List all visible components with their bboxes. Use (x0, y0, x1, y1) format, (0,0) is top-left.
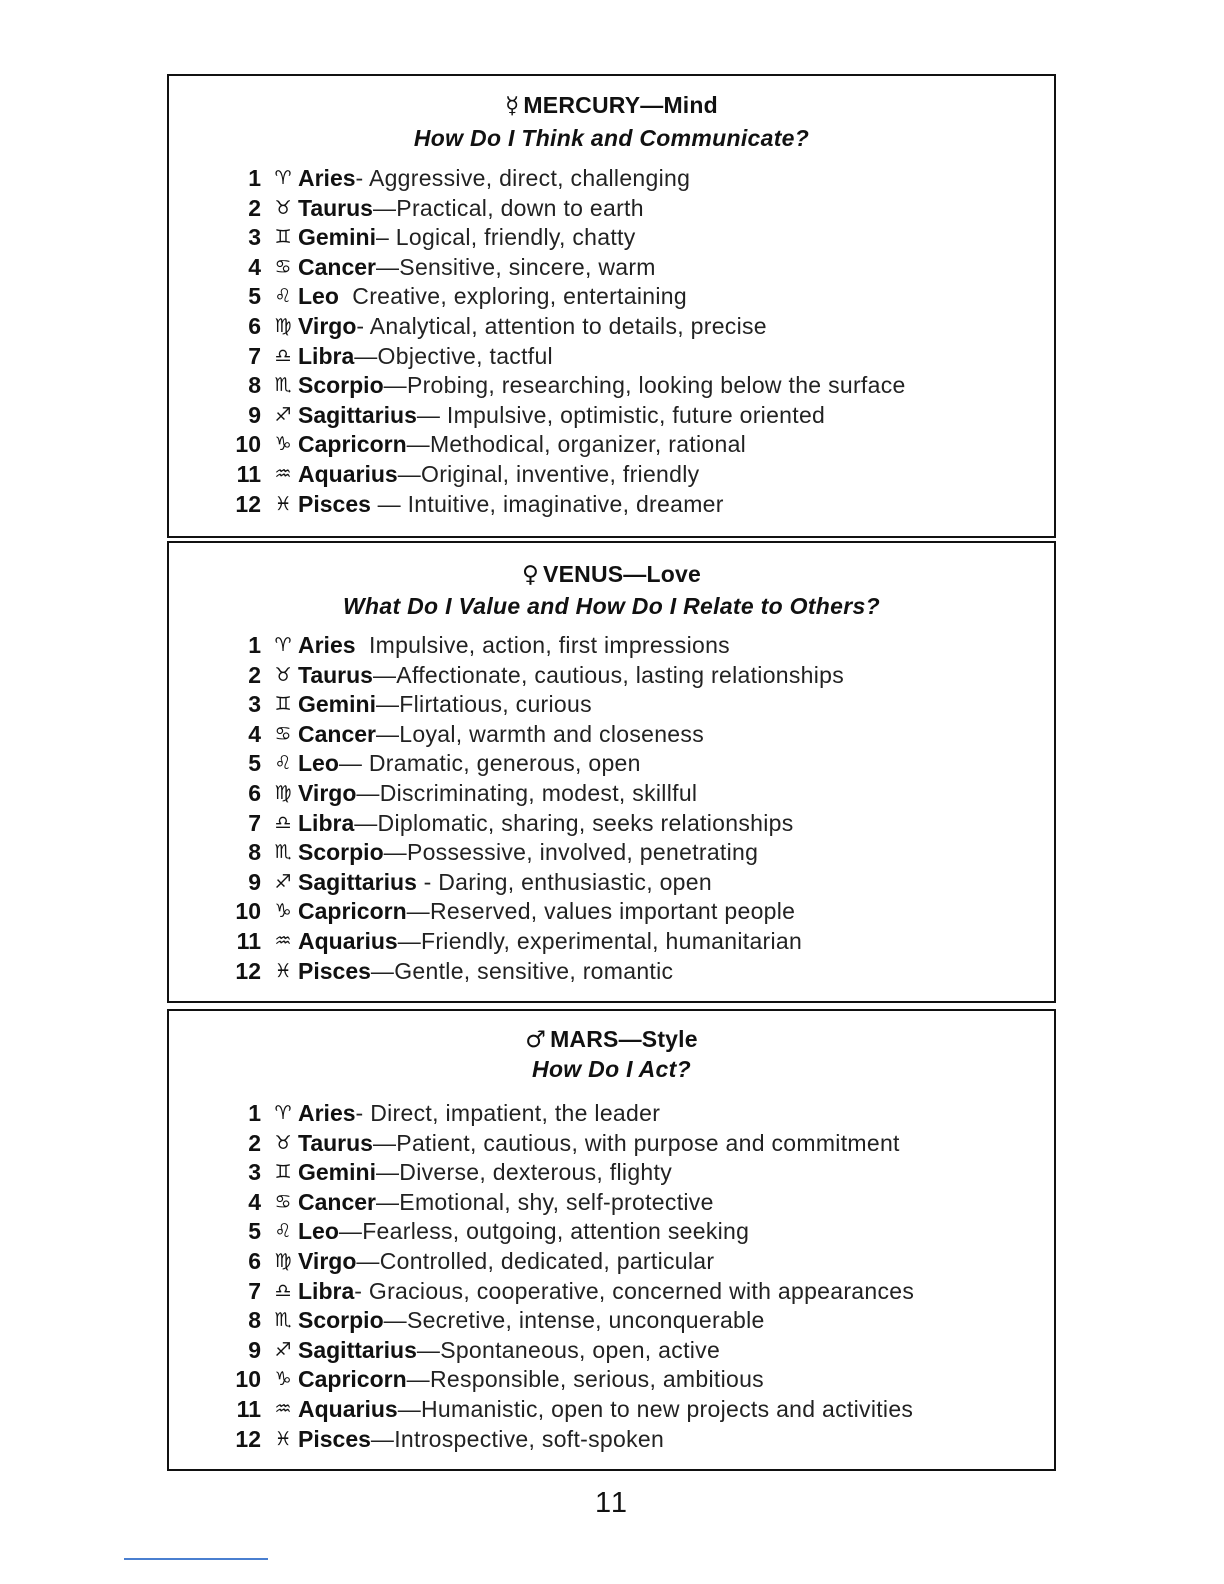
separator: — (375, 253, 400, 280)
sign-description: Gentle, sensitive, romantic (394, 957, 674, 984)
sign-name: Aries (298, 632, 356, 658)
separator: - (416, 868, 439, 895)
section-title-text: VENUS—Love (543, 561, 701, 587)
separator: — (416, 401, 447, 428)
entry-number: 12 (235, 1425, 261, 1452)
entry-text (298, 194, 644, 224)
entry-number: 5 (248, 1218, 261, 1245)
separator: — (397, 1395, 421, 1422)
sign-description: Loyal, warmth and closeness (399, 720, 704, 747)
sign-description: Responsible, serious, ambitious (429, 1366, 764, 1393)
entry-text (298, 1247, 714, 1277)
venus-section (167, 541, 1056, 1003)
entry-text (298, 342, 553, 372)
entry-number: 4 (248, 253, 261, 280)
entry-text (298, 490, 724, 520)
separator: — (406, 431, 430, 458)
separator: — (370, 490, 408, 517)
separator: — (406, 1366, 430, 1393)
taurus-icon: ♉ (274, 196, 292, 219)
entry-number: 12 (235, 957, 261, 984)
section-title-text: MARS—Style (550, 1026, 698, 1052)
sign-entry (169, 690, 1054, 720)
scorpio-icon: ♏ (274, 374, 292, 397)
sign-description: Reserved, values important people (429, 898, 796, 925)
sign-name: Capricorn (298, 1366, 407, 1393)
virgo-icon: ♍ (274, 1249, 292, 1272)
sign-description: Diplomatic, sharing, seeks relationships (377, 809, 794, 836)
sign-entry (169, 1365, 1054, 1395)
entry-text (298, 868, 712, 898)
sign-name: Pisces (298, 1425, 371, 1452)
sign-entry (169, 720, 1054, 750)
entry-number: 12 (235, 490, 261, 517)
entry-number: 7 (248, 1277, 261, 1304)
sign-name: Aries (298, 1100, 356, 1126)
sign-description: Direct, impatient, the leader (370, 1100, 661, 1126)
sign-list (169, 164, 1054, 519)
entry-text (298, 1217, 749, 1247)
virgo-icon: ♍ (274, 781, 292, 804)
entry-number: 1 (248, 165, 261, 191)
separator: — (406, 898, 430, 925)
entry-text (298, 1306, 765, 1336)
separator (339, 283, 352, 309)
separator: — (416, 1336, 441, 1363)
sign-description: Dramatic, generous, open (368, 750, 641, 777)
entry-number: 4 (248, 1188, 261, 1215)
separator: – (375, 224, 396, 251)
separator: — (375, 1159, 400, 1186)
sign-description: Fearless, outgoing, attention seeking (362, 1218, 750, 1245)
sign-name: Sagittarius (298, 401, 417, 428)
sign-description: Possessive, involved, penetrating (406, 839, 759, 866)
sign-list (169, 1099, 1054, 1454)
sign-entry (169, 460, 1054, 490)
sign-name: Cancer (298, 1188, 376, 1215)
entry-text (298, 1188, 714, 1218)
sign-description: Humanistic, open to new projects and activities (421, 1395, 914, 1422)
sign-name: Aries (298, 165, 356, 191)
entry-number: 8 (248, 839, 261, 866)
sign-name: Libra (298, 809, 355, 836)
entry-text (298, 631, 730, 661)
entry-text (298, 371, 906, 401)
separator: — (338, 1218, 363, 1245)
sign-entry (169, 223, 1054, 253)
sign-name: Taurus (298, 661, 373, 688)
sagittarius-icon: ♐ (274, 1338, 292, 1361)
entry-text (298, 1365, 764, 1395)
cancer-icon: ♋ (274, 255, 292, 278)
entry-number: 3 (248, 691, 261, 718)
sign-entry (169, 1277, 1054, 1307)
leo-icon: ♌ (274, 752, 292, 775)
scorpio-icon: ♏ (274, 1309, 292, 1332)
section-title (169, 1026, 1054, 1053)
sign-entry (169, 957, 1054, 987)
separator: — (383, 1307, 407, 1334)
sign-entry (169, 897, 1054, 927)
sign-description: Objective, tactful (377, 342, 553, 369)
entry-number: 2 (248, 194, 261, 221)
sign-entry (169, 430, 1054, 460)
aries-icon: ♈ (274, 634, 292, 656)
sign-entry (169, 1188, 1054, 1218)
entry-number: 11 (236, 1395, 261, 1422)
sign-description: Probing, researching, looking below the surface (406, 372, 906, 399)
sign-entry (169, 1425, 1054, 1455)
sign-entry (169, 1336, 1054, 1366)
section-subtitle: What Do I Value and How Do I Relate to Others? (343, 593, 880, 619)
section-subtitle: How Do I Act? (532, 1056, 691, 1082)
sagittarius-icon: ♐ (274, 870, 292, 893)
entry-number: 3 (248, 224, 261, 251)
sign-name: Leo (298, 283, 339, 310)
sign-entry (169, 1306, 1054, 1336)
sign-entry (169, 253, 1054, 283)
sign-name: Cancer (298, 253, 376, 280)
sign-entry (169, 312, 1054, 342)
sign-entry (169, 1129, 1054, 1159)
entry-number: 3 (248, 1159, 261, 1186)
sign-name: Pisces (298, 490, 371, 517)
sign-description: Analytical, attention to details, precise (369, 312, 767, 339)
sign-entry (169, 661, 1054, 691)
taurus-icon: ♉ (274, 1131, 292, 1154)
sign-entry (169, 779, 1054, 809)
sign-entry (169, 631, 1054, 661)
entry-text (298, 460, 699, 490)
entry-text (298, 312, 767, 342)
gemini-icon: ♊ (274, 226, 292, 249)
sign-name: Scorpio (298, 372, 384, 399)
entry-text (298, 779, 697, 809)
entry-number: 7 (248, 342, 261, 369)
entry-number: 2 (248, 1129, 261, 1156)
sign-description: Spontaneous, open, active (440, 1336, 721, 1363)
entry-text (298, 749, 641, 779)
entry-text (298, 401, 825, 431)
separator: — (372, 661, 397, 688)
separator: — (397, 460, 421, 487)
sign-description: Sensitive, sincere, warm (399, 253, 656, 280)
sign-entry (169, 1395, 1054, 1425)
sign-description: Original, inventive, friendly (421, 460, 700, 487)
entry-number: 10 (235, 898, 261, 925)
separator: — (372, 1129, 397, 1156)
section-title (169, 92, 1054, 119)
entry-number: 5 (248, 283, 261, 310)
sign-entry (169, 1247, 1054, 1277)
entry-number: 7 (248, 809, 261, 836)
aries-icon: ♈ (274, 167, 292, 189)
sign-entry (169, 282, 1054, 312)
sign-description: Practical, down to earth (396, 194, 644, 221)
entry-text (298, 838, 758, 868)
entry-number: 1 (248, 632, 261, 658)
sign-name: Scorpio (298, 839, 384, 866)
entry-number: 8 (248, 372, 261, 399)
sign-entry (169, 164, 1054, 194)
separator: — (354, 342, 378, 369)
entry-text (298, 1099, 660, 1129)
separator: — (397, 927, 421, 954)
libra-icon: ♎ (274, 811, 292, 834)
sign-description: Impulsive, optimistic, future oriented (446, 401, 826, 428)
sign-name: Aquarius (298, 927, 398, 954)
separator: — (370, 957, 395, 984)
sign-description: Logical, friendly, chatty (395, 224, 636, 251)
aquarius-icon: ♒ (274, 462, 292, 485)
separator: — (375, 1188, 400, 1215)
sign-name: Libra (298, 342, 355, 369)
separator: - (355, 165, 369, 191)
sign-name: Cancer (298, 720, 376, 747)
section-title-text: MERCURY—Mind (523, 92, 718, 118)
entry-text (298, 253, 656, 283)
sign-name: Gemini (298, 691, 376, 718)
mars-section (167, 1009, 1056, 1471)
sign-description: Diverse, dexterous, flighty (399, 1159, 672, 1186)
entry-text (298, 430, 746, 460)
sign-entry (169, 868, 1054, 898)
separator: — (372, 194, 397, 221)
sign-name: Leo (298, 750, 339, 777)
mars-icon: ♂ (525, 1027, 547, 1053)
entry-text (298, 1158, 672, 1188)
mercury-section (167, 74, 1056, 538)
pisces-icon: ♓ (274, 492, 292, 515)
cancer-icon: ♋ (274, 722, 292, 745)
aquarius-icon: ♒ (274, 1397, 292, 1420)
sign-description: Friendly, experimental, humanitarian (421, 927, 803, 954)
entry-number: 10 (235, 1366, 261, 1393)
sign-name: Capricorn (298, 898, 407, 925)
sign-entry (169, 401, 1054, 431)
separator: — (356, 1247, 380, 1274)
libra-icon: ♎ (274, 344, 292, 367)
gemini-icon: ♊ (274, 1161, 292, 1184)
leo-icon: ♌ (274, 285, 292, 308)
entry-text (298, 897, 795, 927)
entry-text (298, 223, 636, 253)
separator: - (354, 1277, 369, 1304)
sign-name: Virgo (298, 779, 357, 806)
entry-number: 10 (235, 431, 261, 458)
entry-number: 6 (248, 312, 261, 339)
sign-description: Methodical, organizer, rational (429, 431, 747, 458)
sign-name: Scorpio (298, 1307, 384, 1334)
separator: — (370, 1425, 395, 1452)
sign-entry (169, 490, 1054, 520)
separator: — (375, 691, 400, 718)
sign-entry (169, 809, 1054, 839)
sign-description: Discriminating, modest, skillful (379, 779, 698, 806)
separator: — (338, 750, 369, 777)
cancer-icon: ♋ (274, 1190, 292, 1213)
entry-text (298, 809, 794, 839)
sign-description: Creative, exploring, entertaining (352, 283, 687, 310)
separator (356, 632, 369, 658)
taurus-icon: ♉ (274, 663, 292, 686)
sign-name: Pisces (298, 957, 371, 984)
separator: - (355, 1100, 371, 1126)
entry-text (298, 690, 592, 720)
footnote-rule (124, 1558, 268, 1560)
sign-description: Daring, enthusiastic, open (438, 868, 712, 895)
entry-number: 11 (236, 927, 261, 954)
sign-name: Taurus (298, 1129, 373, 1156)
venus-icon: ♀ (522, 562, 540, 588)
entry-text (298, 164, 690, 194)
sign-description: Affectionate, cautious, lasting relationships (396, 661, 845, 688)
sign-description: Gracious, cooperative, concerned with appearances (368, 1277, 915, 1304)
sign-name: Sagittarius (298, 1336, 417, 1363)
scorpio-icon: ♏ (274, 841, 292, 864)
sign-description: Flirtatious, curious (399, 691, 592, 718)
entry-number: 1 (248, 1100, 261, 1126)
sign-description: Introspective, soft-spoken (394, 1425, 665, 1452)
sign-entry (169, 342, 1054, 372)
sign-name: Gemini (298, 1159, 376, 1186)
sign-name: Gemini (298, 224, 376, 251)
capricorn-icon: ♑ (274, 900, 292, 923)
entry-number: 9 (248, 1336, 261, 1363)
aries-icon: ♈ (274, 1102, 292, 1124)
leo-icon: ♌ (274, 1220, 292, 1243)
sign-description: Aggressive, direct, challenging (368, 165, 691, 191)
entry-number: 2 (248, 661, 261, 688)
sign-entry (169, 838, 1054, 868)
sign-description: Patient, cautious, with purpose and commitment (396, 1129, 900, 1156)
section-title (169, 561, 1054, 588)
sign-name: Capricorn (298, 431, 407, 458)
sign-description: Secretive, intense, unconquerable (406, 1307, 765, 1334)
sign-description: Intuitive, imaginative, dreamer (407, 490, 724, 517)
separator: — (356, 779, 380, 806)
entry-text (298, 1425, 664, 1455)
sign-list (169, 631, 1054, 986)
sign-entry (169, 1158, 1054, 1188)
libra-icon: ♎ (274, 1279, 292, 1302)
sign-entry (169, 749, 1054, 779)
sign-entry (169, 194, 1054, 224)
entry-number: 9 (248, 868, 261, 895)
separator: — (383, 839, 407, 866)
sign-entry (169, 1099, 1054, 1129)
sagittarius-icon: ♐ (274, 403, 292, 426)
entry-number: 9 (248, 401, 261, 428)
entry-text (298, 1336, 720, 1366)
virgo-icon: ♍ (274, 314, 292, 337)
entry-text (298, 927, 802, 957)
entry-number: 6 (248, 1247, 261, 1274)
sign-name: Taurus (298, 194, 373, 221)
entry-number: 11 (236, 460, 261, 487)
separator: — (354, 809, 378, 836)
entry-number: 5 (248, 750, 261, 777)
separator: — (383, 372, 407, 399)
capricorn-icon: ♑ (274, 1368, 292, 1391)
separator: — (375, 720, 400, 747)
sign-description: Impulsive, action, first impressions (368, 632, 730, 658)
sign-name: Virgo (298, 1247, 357, 1274)
sign-name: Aquarius (298, 460, 398, 487)
sign-name: Sagittarius (298, 868, 417, 895)
gemini-icon: ♊ (274, 693, 292, 716)
entry-text (298, 1277, 914, 1307)
sign-entry (169, 371, 1054, 401)
pisces-icon: ♓ (274, 959, 292, 982)
sign-entry (169, 1217, 1054, 1247)
entry-text (298, 957, 673, 987)
entry-text (298, 1129, 900, 1159)
entry-number: 8 (248, 1307, 261, 1334)
sign-name: Leo (298, 1218, 339, 1245)
entry-text (298, 661, 844, 691)
entry-text (298, 720, 704, 750)
sign-name: Libra (298, 1277, 355, 1304)
aquarius-icon: ♒ (274, 929, 292, 952)
separator: - (356, 312, 370, 339)
entry-number: 4 (248, 720, 261, 747)
sign-description: Controlled, dedicated, particular (379, 1247, 715, 1274)
section-subtitle: How Do I Think and Communicate? (413, 125, 810, 151)
sign-description: Emotional, shy, self-protective (399, 1188, 714, 1215)
entry-number: 6 (248, 779, 261, 806)
entry-text (298, 282, 687, 312)
sign-entry (169, 927, 1054, 957)
page-number: 11 (594, 1487, 630, 1519)
mercury-icon: ☿ (505, 93, 520, 119)
sign-name: Aquarius (298, 1395, 398, 1422)
capricorn-icon: ♑ (274, 433, 292, 456)
sign-name: Virgo (298, 312, 357, 339)
entry-text (298, 1395, 913, 1425)
pisces-icon: ♓ (274, 1427, 292, 1450)
